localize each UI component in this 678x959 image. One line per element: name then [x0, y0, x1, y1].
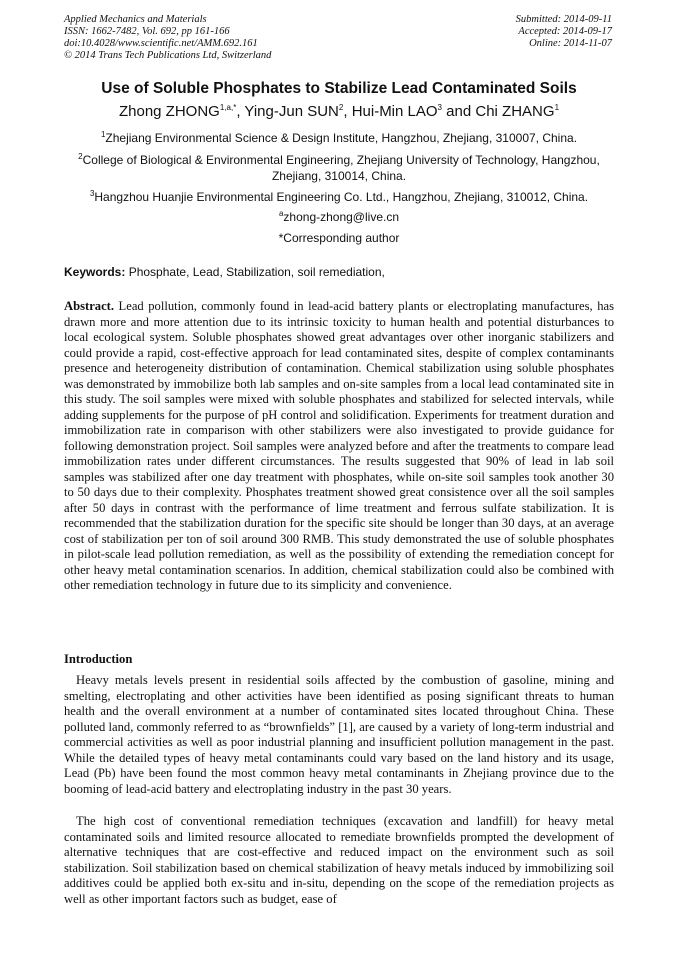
online-date: Online: 2014-11-07	[529, 38, 612, 49]
author-affiliation-mark: 3	[437, 103, 442, 112]
author-affiliation-mark: 2	[338, 103, 344, 112]
affiliation-text: Hangzhou Huanjie Environmental Engineering Co. Ltd., Hangzhou, Zhejiang, 310012, China.	[94, 190, 589, 204]
corresponding-author-note: *Corresponding author	[278, 231, 400, 245]
abstract	[64, 299, 614, 594]
journal-doi: doi:10.4028/www.scientific.net/AMM.692.161	[64, 38, 258, 49]
journal-issn: ISSN: 1662-7482, Vol. 692, pp 161-166	[64, 26, 230, 37]
affiliation-2	[60, 152, 618, 184]
author-name: Hui-Min LAO	[351, 103, 438, 120]
email-text[interactable]: zhong-zhong@live.cn	[283, 210, 400, 224]
author-name: Ying-Jun SUN	[244, 103, 339, 120]
affiliation-text: Zhejiang Environmental Science & Design Institute, Hangzhou, Zhejiang, 310007, China.	[105, 131, 578, 145]
affiliation-1	[60, 130, 618, 146]
journal-header-right	[516, 14, 612, 50]
abstract-label: Abstract.	[64, 299, 115, 313]
introduction-paragraph-1: Heavy metals levels present in residential soils affected by the combustion of gasoline, mining and smelting, electroplating and other activities have been identified as posing significant threats to human health and the overall environment at a number of contaminated sites located throughout China. These polluted land, commonly referred to as “brownfields” [1], are caused by a variety of long-term industrial and commercial activities as well as poor industrial planning and insufficient pollution management in the past. While the detailed types of heavy metal contaminants could vary based on the land history and its usage, Lead (Pb) have been found the most common heavy metal contaminants in Zhejiang province due to the booming of lead-acid battery and electroplating industry in the past 30 years.	[64, 673, 614, 796]
journal-name: Applied Mechanics and Materials	[64, 14, 207, 25]
author-name: Zhong ZHONG	[118, 103, 220, 120]
abstract-text: Lead pollution, commonly found in lead-acid battery plants or electroplating manufactures, has drawn more and more attention due to its intrinsic toxicity to human health and potential disturbances to local ecological system. Soluble phosphates showed great advantages over other inorganic stabilizers and could provide a rapid, cost-effective approach for lead contaminated sites, despite of complex contaminants presence and heterogeneity distribution of contamination. Chemical stabilization using soluble phosphates was demonstrated by immobilize both lab samples and on-site samples from a local lead contaminated site in this study. The soil samples were mixed with soluble phosphates and stabilized for selected intervals, while adding supplements for the purpose of pH control and solidification. Experiments for treatment duration and immobilization rate in comparison with other stabilizers were also investigated to provide guidance for following demonstration project. Soil samples were analyzed before and after the treatments to compare lead immobilization rates under different circumstances. The results suggested that 90% of lead in lab soil samples was stabilized after one day treatment with phosphates, while on-site soil samples took another 30 to 50 days due to their complexity. Phosphates treatment showed great consistence over all the soil samples after 50 days in contrast with the performance of lime treatment and ferrous sulfate stabilization. It is recommended that the stabilization duration for the specific site should be longer than 30 days, at an average cost of stabilization per ton of soil around 300 RMB. This study demonstrated the use of soluble phosphates in pilot-scale lead pollution remediation, as well as the possibility of extending the remediation concept for other heavy metal contamination scenarios. In addition, chemical stabilization could also be combined with other remediation technology in future due to its simplicity and convenience.	[64, 299, 614, 592]
affiliation-mark: 1	[100, 130, 106, 139]
submitted-date: Submitted: 2014-09-11	[515, 14, 612, 25]
keywords-text: Phosphate, Lead, Stabilization, soil remediation,	[125, 265, 385, 279]
section-heading-introduction: Introduction	[64, 652, 133, 666]
author-separator: and	[442, 103, 476, 120]
keywords-label: Keywords:	[64, 265, 126, 279]
affiliation-mark: 2	[78, 152, 83, 161]
author-name: Chi ZHANG	[475, 103, 555, 120]
affiliation-mark: 3	[89, 189, 95, 198]
affiliation-3	[60, 189, 618, 205]
keywords	[64, 264, 614, 280]
author-separator: ,	[236, 103, 245, 120]
author-affiliation-mark: 1	[554, 103, 560, 112]
author-separator: ,	[343, 103, 352, 120]
author-list	[40, 102, 638, 121]
author-email[interactable]	[60, 209, 618, 225]
affiliation-text: College of Biological & Environmental Engineering, Zhejiang University of Technology, Hangzhou, Zhejiang, 310014, China.	[82, 153, 600, 183]
journal-header-left	[64, 14, 271, 62]
introduction-paragraph-2: The high cost of conventional remediation techniques (excavation and landfill) for heavy metal contaminated soils and limited resource allocated to remediate brownfields prompted the development of alternative techniques that are cost-effective and reduced impact on the environment such as soil stabilization. Soil stabilization based on chemical stabilization of heavy metals induced by immobilizing soil additives could be applied both ex-situ and in-situ, depending on the scope of the remediation projects as well as other important factors such as budget, ease of	[64, 814, 614, 906]
email-mark: a	[278, 209, 284, 218]
author-affiliation-mark: 1,a,*	[219, 103, 237, 112]
journal-copyright: © 2014 Trans Tech Publications Ltd, Switzerland	[64, 50, 272, 61]
paper-title: Use of Soluble Phosphates to Stabilize Lead Contaminated Soils	[101, 80, 577, 97]
accepted-date: Accepted: 2014-09-17	[518, 26, 612, 37]
